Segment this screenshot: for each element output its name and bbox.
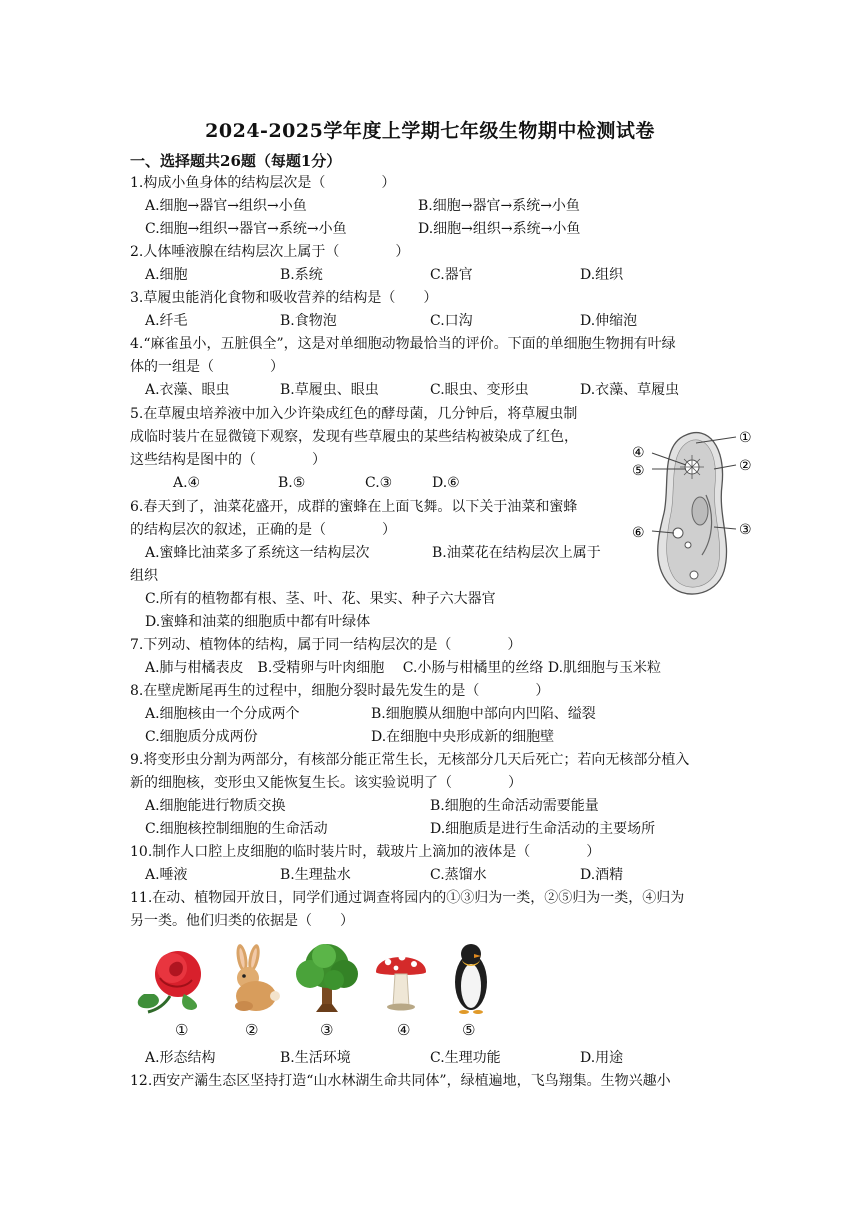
- question-5-stem-line2: 成临时装片在显微镜下观察，发现有些草履虫的某些结构被染成了红色，: [130, 429, 578, 445]
- q6-option-d: D.蜜蜂和油菜的细胞质中都有叶绿体: [145, 614, 371, 630]
- question-5-stem-line3: 这些结构是图中的（ ）: [130, 452, 326, 468]
- question-12-stem-line1: 12.西安产灞生态区坚持打造“山水林湖生命共同体”，绿植遍地，飞鸟翔集。生物兴趣小: [130, 1073, 671, 1089]
- q5-option-d: D.⑥: [432, 475, 460, 491]
- q5-option-a: A.④: [173, 475, 201, 491]
- question-6-stem-line2: 的结构层次的叙述，正确的是（ ）: [130, 522, 396, 538]
- q4-option-b: B.草履虫、眼虫: [280, 382, 379, 398]
- question-3-stem: 3.草履虫能消化食物和吸收营养的结构是（ ）: [130, 290, 438, 306]
- q11-label-4: ④: [397, 1021, 411, 1039]
- question-6-stem-line1: 6.春天到了，油菜花盛开，成群的蜜蜂在上面飞舞。以下关于油菜和蜜蜂: [130, 499, 578, 515]
- q9-option-c: C.细胞核控制细胞的生命活动: [145, 821, 328, 837]
- q9-option-b: B.细胞的生命活动需要能量: [430, 798, 599, 814]
- tree-image: [292, 940, 362, 1016]
- q11-option-a: A.形态结构: [145, 1050, 216, 1066]
- q2-option-a: A.细胞: [145, 267, 188, 283]
- question-5-stem-line1: 5.在草履虫培养液中加入少许染成红色的酵母菌，几分钟后，将草履虫制: [130, 406, 578, 422]
- q8-option-b: B.细胞膜从细胞中部向内凹陷、缢裂: [371, 706, 596, 722]
- figure-label-3: ③: [739, 522, 752, 538]
- q3-option-a: A.纤毛: [145, 313, 188, 329]
- q10-option-a: A.唾液: [145, 867, 188, 883]
- question-8-stem: 8.在壁虎断尾再生的过程中，细胞分裂时最先发生的是（ ）: [130, 683, 550, 699]
- q11-option-c: C.生理功能: [430, 1050, 501, 1066]
- question-7-stem: 7.下列动、植物体的结构，属于同一结构层次的是（ ）: [130, 637, 522, 653]
- q9-option-d: D.细胞质是进行生命活动的主要场所: [430, 821, 656, 837]
- q2-option-c: C.器官: [430, 267, 473, 283]
- q5-option-c: C.③: [365, 475, 393, 491]
- q11-option-d: D.用途: [580, 1050, 624, 1066]
- q10-option-b: B.生理盐水: [280, 867, 351, 883]
- q6-option-a: A.蜜蜂比油菜多了系统这一结构层次: [145, 545, 370, 561]
- q4-option-a: A.衣藻、眼虫: [145, 382, 230, 398]
- q1-option-b: B.细胞→器官→系统→小鱼: [418, 198, 580, 214]
- q3-option-b: B.食物泡: [280, 313, 337, 329]
- q1-option-a: A.细胞→器官→组织→小鱼: [145, 198, 307, 214]
- q4-option-d: D.衣藻、草履虫: [580, 382, 680, 398]
- q9-option-a: A.细胞能进行物质交换: [145, 798, 286, 814]
- q5-option-b: B.⑤: [278, 475, 306, 491]
- q3-option-c: C.口沟: [430, 313, 473, 329]
- question-9-stem-line1: 9.将变形虫分割为两部分，有核部分能正常生长，无核部分几天后死亡；若向无核部分植入: [130, 752, 690, 768]
- figure-label-1: ①: [739, 430, 752, 446]
- paramecium-figure: [628, 425, 764, 603]
- q10-option-d: D.酒精: [580, 867, 624, 883]
- q11-option-b: B.生活环境: [280, 1050, 351, 1066]
- rose-image: [132, 944, 212, 1014]
- question-4-stem-line2: 体的一组是（ ）: [130, 359, 284, 375]
- q7-options: A.肺与柑橘表皮 B.受精卵与叶肉细胞 C.小肠与柑橘里的丝络 D.肌细胞与玉米粒: [145, 660, 662, 676]
- q1-option-d: D.细胞→组织→系统→小鱼: [418, 221, 581, 237]
- question-10-stem: 10.制作人口腔上皮细胞的临时装片时，载玻片上滴加的液体是（ ）: [130, 844, 601, 860]
- question-11-stem-line1: 11.在动、植物园开放日，同学们通过调查将园内的①③归为一类，②⑤归为一类，④归为: [130, 890, 685, 906]
- figure-label-5: ⑤: [632, 463, 645, 479]
- q10-option-c: C.蒸馏水: [430, 867, 487, 883]
- exam-title: 2024-2025学年度上学期七年级生物期中检测试卷: [205, 120, 655, 142]
- section-heading: 一、选择题共26题（每题1分）: [130, 152, 342, 170]
- q2-option-b: B.系统: [280, 267, 323, 283]
- question-1-stem: 1.构成小鱼身体的结构层次是（ ）: [130, 175, 396, 191]
- question-4-stem-line1: 4.“麻雀虽小，五脏俱全”，这是对单细胞动物最恰当的评价。下面的单细胞生物拥有叶绿: [130, 336, 676, 352]
- figure-label-2: ②: [739, 458, 752, 474]
- q11-label-3: ③: [320, 1021, 334, 1039]
- penguin-image: [448, 940, 494, 1016]
- q6-option-b-cont: 组织: [130, 568, 158, 584]
- q2-option-d: D.组织: [580, 267, 624, 283]
- rabbit-image: [220, 944, 284, 1014]
- q1-option-c: C.细胞→组织→器官→系统→小鱼: [145, 221, 347, 237]
- question-9-stem-line2: 新的细胞核，变形虫又能恢复生长。该实验说明了（ ）: [130, 775, 522, 791]
- q3-option-d: D.伸缩泡: [580, 313, 638, 329]
- q8-option-d: D.在细胞中央形成新的细胞壁: [371, 729, 555, 745]
- question-11-stem-line2: 另一类。他们归类的依据是（ ）: [130, 913, 354, 929]
- q6-option-c: C.所有的植物都有根、茎、叶、花、果实、种子六大器官: [145, 591, 496, 607]
- q8-option-c: C.细胞质分成两份: [145, 729, 258, 745]
- mushroom-image: [370, 944, 432, 1014]
- q11-label-5: ⑤: [462, 1021, 476, 1039]
- q11-label-2: ②: [245, 1021, 259, 1039]
- q4-option-c: C.眼虫、变形虫: [430, 382, 529, 398]
- q6-option-b: B.油菜花在结构层次上属于: [432, 545, 601, 561]
- figure-label-6: ⑥: [632, 525, 645, 541]
- question-2-stem: 2.人体唾液腺在结构层次上属于（ ）: [130, 244, 410, 260]
- q8-option-a: A.细胞核由一个分成两个: [145, 706, 300, 722]
- q11-label-1: ①: [175, 1021, 189, 1039]
- figure-label-4: ④: [632, 445, 645, 461]
